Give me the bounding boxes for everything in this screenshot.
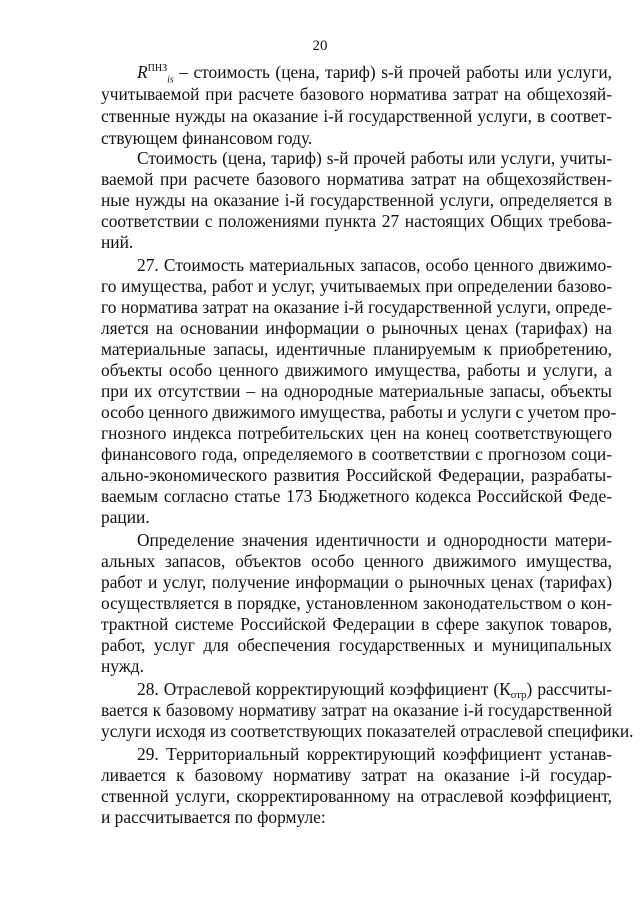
paragraph-line: Стоимость (цена, тариф) s-й прочей работы или услуги, учиты- xyxy=(137,148,612,168)
symbol-subscript: is xyxy=(167,74,174,86)
paragraph-line: вается к базовому нормативу затрат на оказание i-й государственной xyxy=(101,700,612,720)
paragraph-line: ственной услуги, скорректированному на отраслевой коэффициент, xyxy=(101,786,612,806)
paragraph-line: Определение значения идентичности и однородности матери- xyxy=(137,530,612,550)
paragraph-line: рации. xyxy=(101,507,150,527)
page-number: 20 xyxy=(312,38,328,54)
paragraph-line: ваемым согласно статье 173 Бюджетного кодекса Российской Феде- xyxy=(101,486,612,506)
paragraph-line: особо ценного движимого имущества, работы и услуги с учетом про- xyxy=(101,402,617,422)
paragraph-line: при их отсутствии – на однородные материальные запасы, объекты xyxy=(101,381,612,401)
paragraph-line: трактной системе Российской Федерации в сфере закупок товаров, xyxy=(101,614,612,634)
definition-line xyxy=(137,62,612,86)
paragraph-line: финансового года, определяемого в соответствии с прогнозом соци- xyxy=(101,444,612,464)
paragraph-line: осуществляется в порядке, установленном законодательством о кон- xyxy=(101,593,612,613)
paragraph-line: ственные нужды на оказание i-й государственной услуги, в соответ- xyxy=(101,106,612,126)
paragraph-line: ствующем финансовом году. xyxy=(101,128,313,148)
paragraph-line: го имущества, работ и услуг, учитываемых при определении базово- xyxy=(101,276,612,296)
coefficient-subscript: отр xyxy=(510,689,527,701)
paragraph-line: ний. xyxy=(101,232,134,252)
definition-text: – стоимость (цена, тариф) s-й прочей работы или услуги, xyxy=(173,62,612,82)
paragraph-line: ливается к базовому нормативу затрат на оказание i-й государ- xyxy=(101,765,612,785)
paragraph-line: объекты особо ценного движимого имущества, работы и услуги, а xyxy=(101,360,612,380)
paragraph-line: соответствии с положениями пункта 27 настоящих Общих требова- xyxy=(101,211,612,231)
paragraph-line: ваемой при расчете базового норматива затрат на общехозяйствен- xyxy=(101,169,612,189)
paragraph-line: услуги исходя из соответствующих показателей отраслевой специфики. xyxy=(101,721,634,741)
paragraph-line: и рассчитывается по формуле: xyxy=(101,807,326,827)
formula-symbol: $R^{ПНЗ}_{is}$ xyxy=(137,62,174,86)
paragraph-line: ально-экономического развития Российской Федерации, разрабаты- xyxy=(101,465,612,485)
symbol-superscript: ПНЗ xyxy=(147,63,168,75)
paragraph-line: работ, услуг для обеспечения государственных и муниципальных xyxy=(101,635,612,655)
paragraph-line: гнозного индекса потребительских цен на конец соответствующего xyxy=(101,423,612,443)
paragraph-line: материальные запасы, идентичные планируемым к приобретению, xyxy=(101,339,612,359)
paragraph-line: 27. Стоимость материальных запасов, особо ценного движимо- xyxy=(137,255,612,275)
paragraph-line: ляется на основании информации о рыночных ценах (тарифах) на xyxy=(101,318,612,338)
paragraph-line: учитываемой при расчете базового норматива затрат на общехозяй- xyxy=(101,84,612,104)
paragraph-28-first-line: 28. Отраслевой корректирующий коэффициент (Котр) рассчиты- xyxy=(137,679,612,701)
paragraph-line: работ и услуг, получение информации о рыночных ценах (тарифах) xyxy=(101,572,612,592)
paragraph-line: нужд. xyxy=(101,656,144,676)
paragraph-line: го норматива затрат на оказание i-й государственной услуги, опреде- xyxy=(101,297,612,317)
paragraph-line: 29. Территориальный корректирующий коэффициент устанав- xyxy=(137,744,612,764)
paragraph-line: альных запасов, объектов особо ценного движимого имущества, xyxy=(101,551,612,571)
paragraph-line: ные нужды на оказание i-й государственной услуги, определяется в xyxy=(101,190,612,210)
